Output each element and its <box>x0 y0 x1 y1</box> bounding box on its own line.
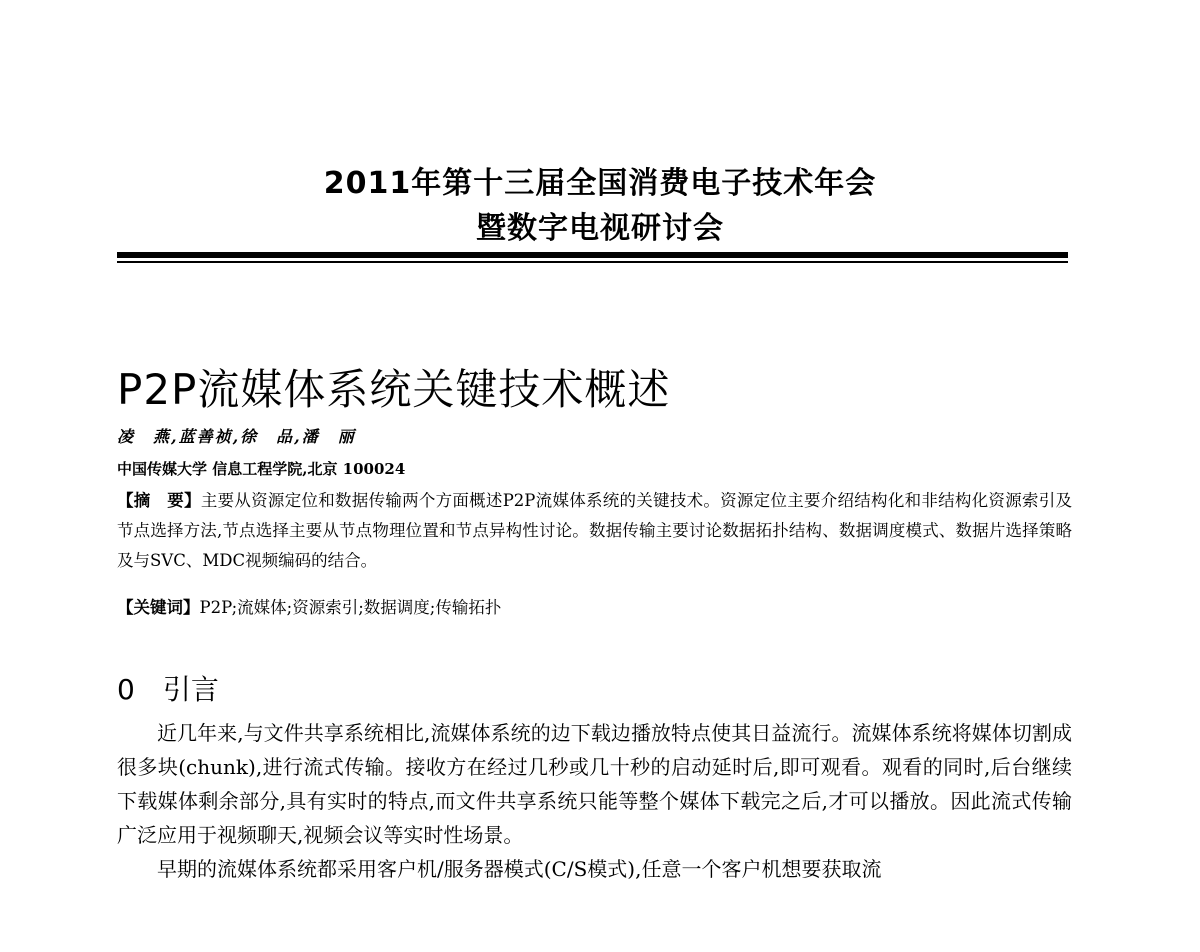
body-text <box>117 716 1072 886</box>
paper-title: P2P流媒体系统关键技术概述 <box>117 365 671 414</box>
abstract-text: 主要从资源定位和数据传输两个方面概述P2P流媒体系统的关键技术。资源定位主要介绍结构化和非结构化资源索引及节点选择方法,节点选择主要从节点物理位置和节点异构性讨论。数据传输主要讨论数据拓扑结构、数据调度模式、数据片选择策略及与SVC、MDC视频编码的结合。 <box>117 491 1073 570</box>
section-title: 引言 <box>162 673 219 706</box>
section-number: 0 <box>117 673 135 706</box>
authors: 凌 燕,蓝善祯,徐 品,潘 丽 <box>117 427 356 446</box>
affiliation: 中国传媒大学 信息工程学院,北京 100024 <box>117 460 406 478</box>
header-rule-thick <box>117 252 1068 258</box>
section-heading <box>117 668 219 708</box>
keywords-label: 【关键词】 <box>117 598 200 617</box>
conference-title-line2: 暨数字电视研讨会 <box>476 211 724 246</box>
keywords-text: P2P;流媒体;资源索引;数据调度;传输拓扑 <box>199 598 502 617</box>
conference-title-line1: 2011年第十三届全国消费电子技术年会 <box>323 166 877 201</box>
abstract-label: 【摘 要】 <box>117 491 201 510</box>
paragraph: 近几年来,与文件共享系统相比,流媒体系统的边下载边播放特点使其日益流行。流媒体系统将媒体切割成很多块(chunk),进行流式传输。接收方在经过几秒或几十秒的启动延时后,即可观看。观看的同时,后台继续下载媒体剩余部分,具有实时的特点,而文件共享系统只能等整个媒体下载完之后,才可以播放。因此流式传输广泛应用于视频聊天,视频会议等实时性场景。 <box>117 721 1072 847</box>
keywords <box>117 594 501 618</box>
paragraph: 早期的流媒体系统都采用客户机/服务器模式(C/S模式),任意一个客户机想要获取流 <box>157 857 882 881</box>
header-rule-thin <box>117 261 1068 263</box>
abstract <box>117 486 1072 576</box>
